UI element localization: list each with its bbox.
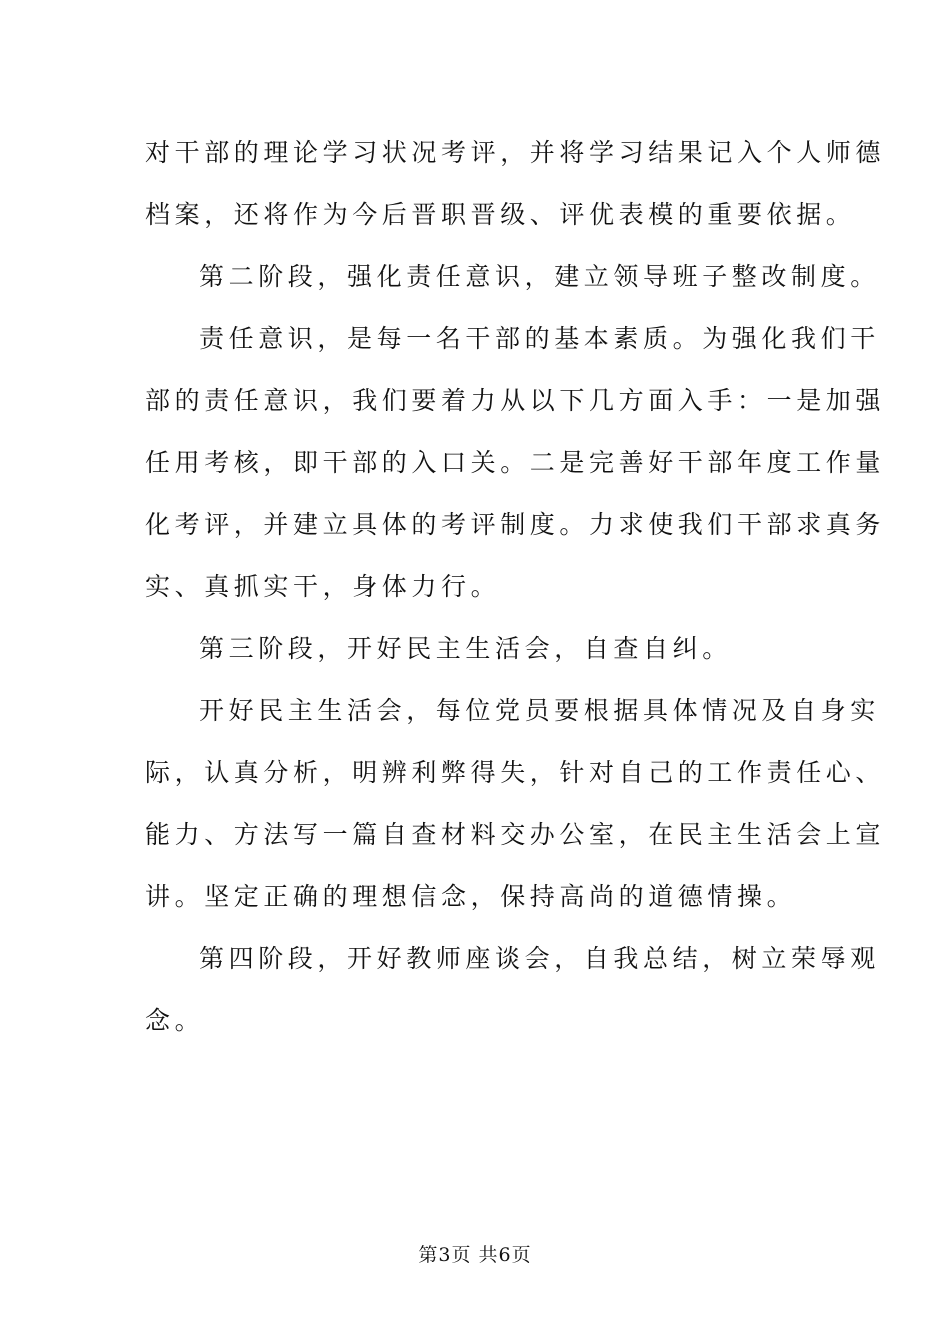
text-line: 任用考核，即干部的入口关。二是完善好干部年度工作量 <box>145 448 886 477</box>
page-footer: 第3页 共6页 <box>418 1244 532 1266</box>
text-line: 对干部的理论学习状况考评，并将学习结果记入个人师德 <box>145 138 886 167</box>
text-line: 实、真抓实干，身体力行。 <box>145 572 501 601</box>
text-line: 责任意识，是每一名干部的基本素质。为强化我们干 <box>199 324 880 353</box>
section-heading: 第三阶段，开好民主生活会，自查自纠。 <box>199 634 732 663</box>
text-line: 际，认真分析，明辨利弊得失，针对自己的工作责任心、 <box>145 758 886 787</box>
text-line: 档案，还将作为今后晋职晋级、评优表模的重要依据。 <box>145 200 856 229</box>
section-heading: 第四阶段，开好教师座谈会，自我总结，树立荣辱观 <box>199 944 880 973</box>
text-line: 化考评，并建立具体的考评制度。力求使我们干部求真务 <box>145 510 886 539</box>
text-line: 讲。坚定正确的理想信念，保持高尚的道德情操。 <box>145 882 797 911</box>
text-line: 部的责任意识，我们要着力从以下几方面入手：一是加强 <box>145 386 886 415</box>
section-heading: 第二阶段，强化责任意识，建立领导班子整改制度。 <box>199 262 880 291</box>
text-line: 开好民主生活会，每位党员要根据具体情况及自身实 <box>199 696 880 725</box>
document-body <box>145 128 886 1058</box>
text-line: 能力、方法写一篇自查材料交办公室，在民主生活会上宣 <box>145 820 886 849</box>
text-line: 念。 <box>145 1006 205 1035</box>
